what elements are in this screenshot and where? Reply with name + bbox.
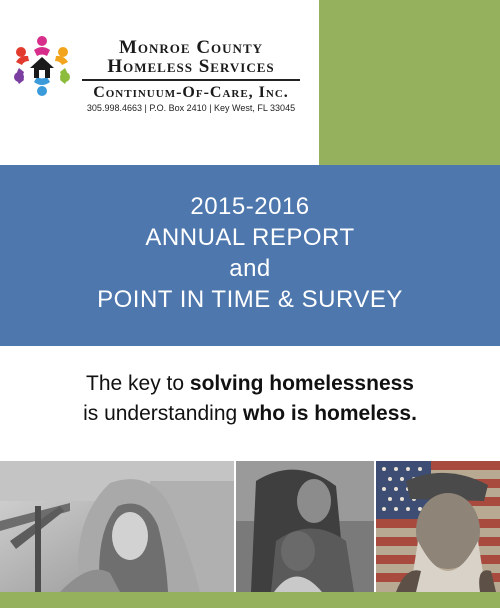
header [0,0,500,165]
bottom-accent-bar [0,592,500,608]
report-title-line: ANNUAL REPORT [145,224,355,251]
contact-info: 305.998.4663 | P.O. Box 2410 | Key West, FL 33045 [86,103,296,113]
title-band [0,165,500,346]
report-title [0,191,500,315]
org-name-line1: Monroe County [118,37,264,58]
org-name-line3: Continuum-Of-Care, Inc. [93,84,289,101]
older-man-flag-photo [376,461,500,592]
tagline-line2 [0,399,500,429]
org-divider [82,79,300,81]
report-and: and [229,255,271,282]
tagline [0,369,500,429]
young-man-hoodie-photo [0,461,234,592]
tagline-text: The key to [86,372,190,395]
report-subtitle: POINT IN TIME & SURVEY [97,286,403,313]
org-name-line2: Homeless Services [107,56,275,77]
photo-strip [0,461,500,592]
report-year: 2015-2016 [190,193,310,220]
tagline-bold: solving homelessness [189,372,414,395]
mother-child-photo [236,461,374,592]
tagline-bold: who is homeless. [243,402,417,425]
people-circle-house-icon [10,34,74,98]
tagline-text: is understanding [83,402,244,425]
green-accent-block [319,0,500,165]
tagline-line1 [0,369,500,399]
org-name [82,38,300,102]
